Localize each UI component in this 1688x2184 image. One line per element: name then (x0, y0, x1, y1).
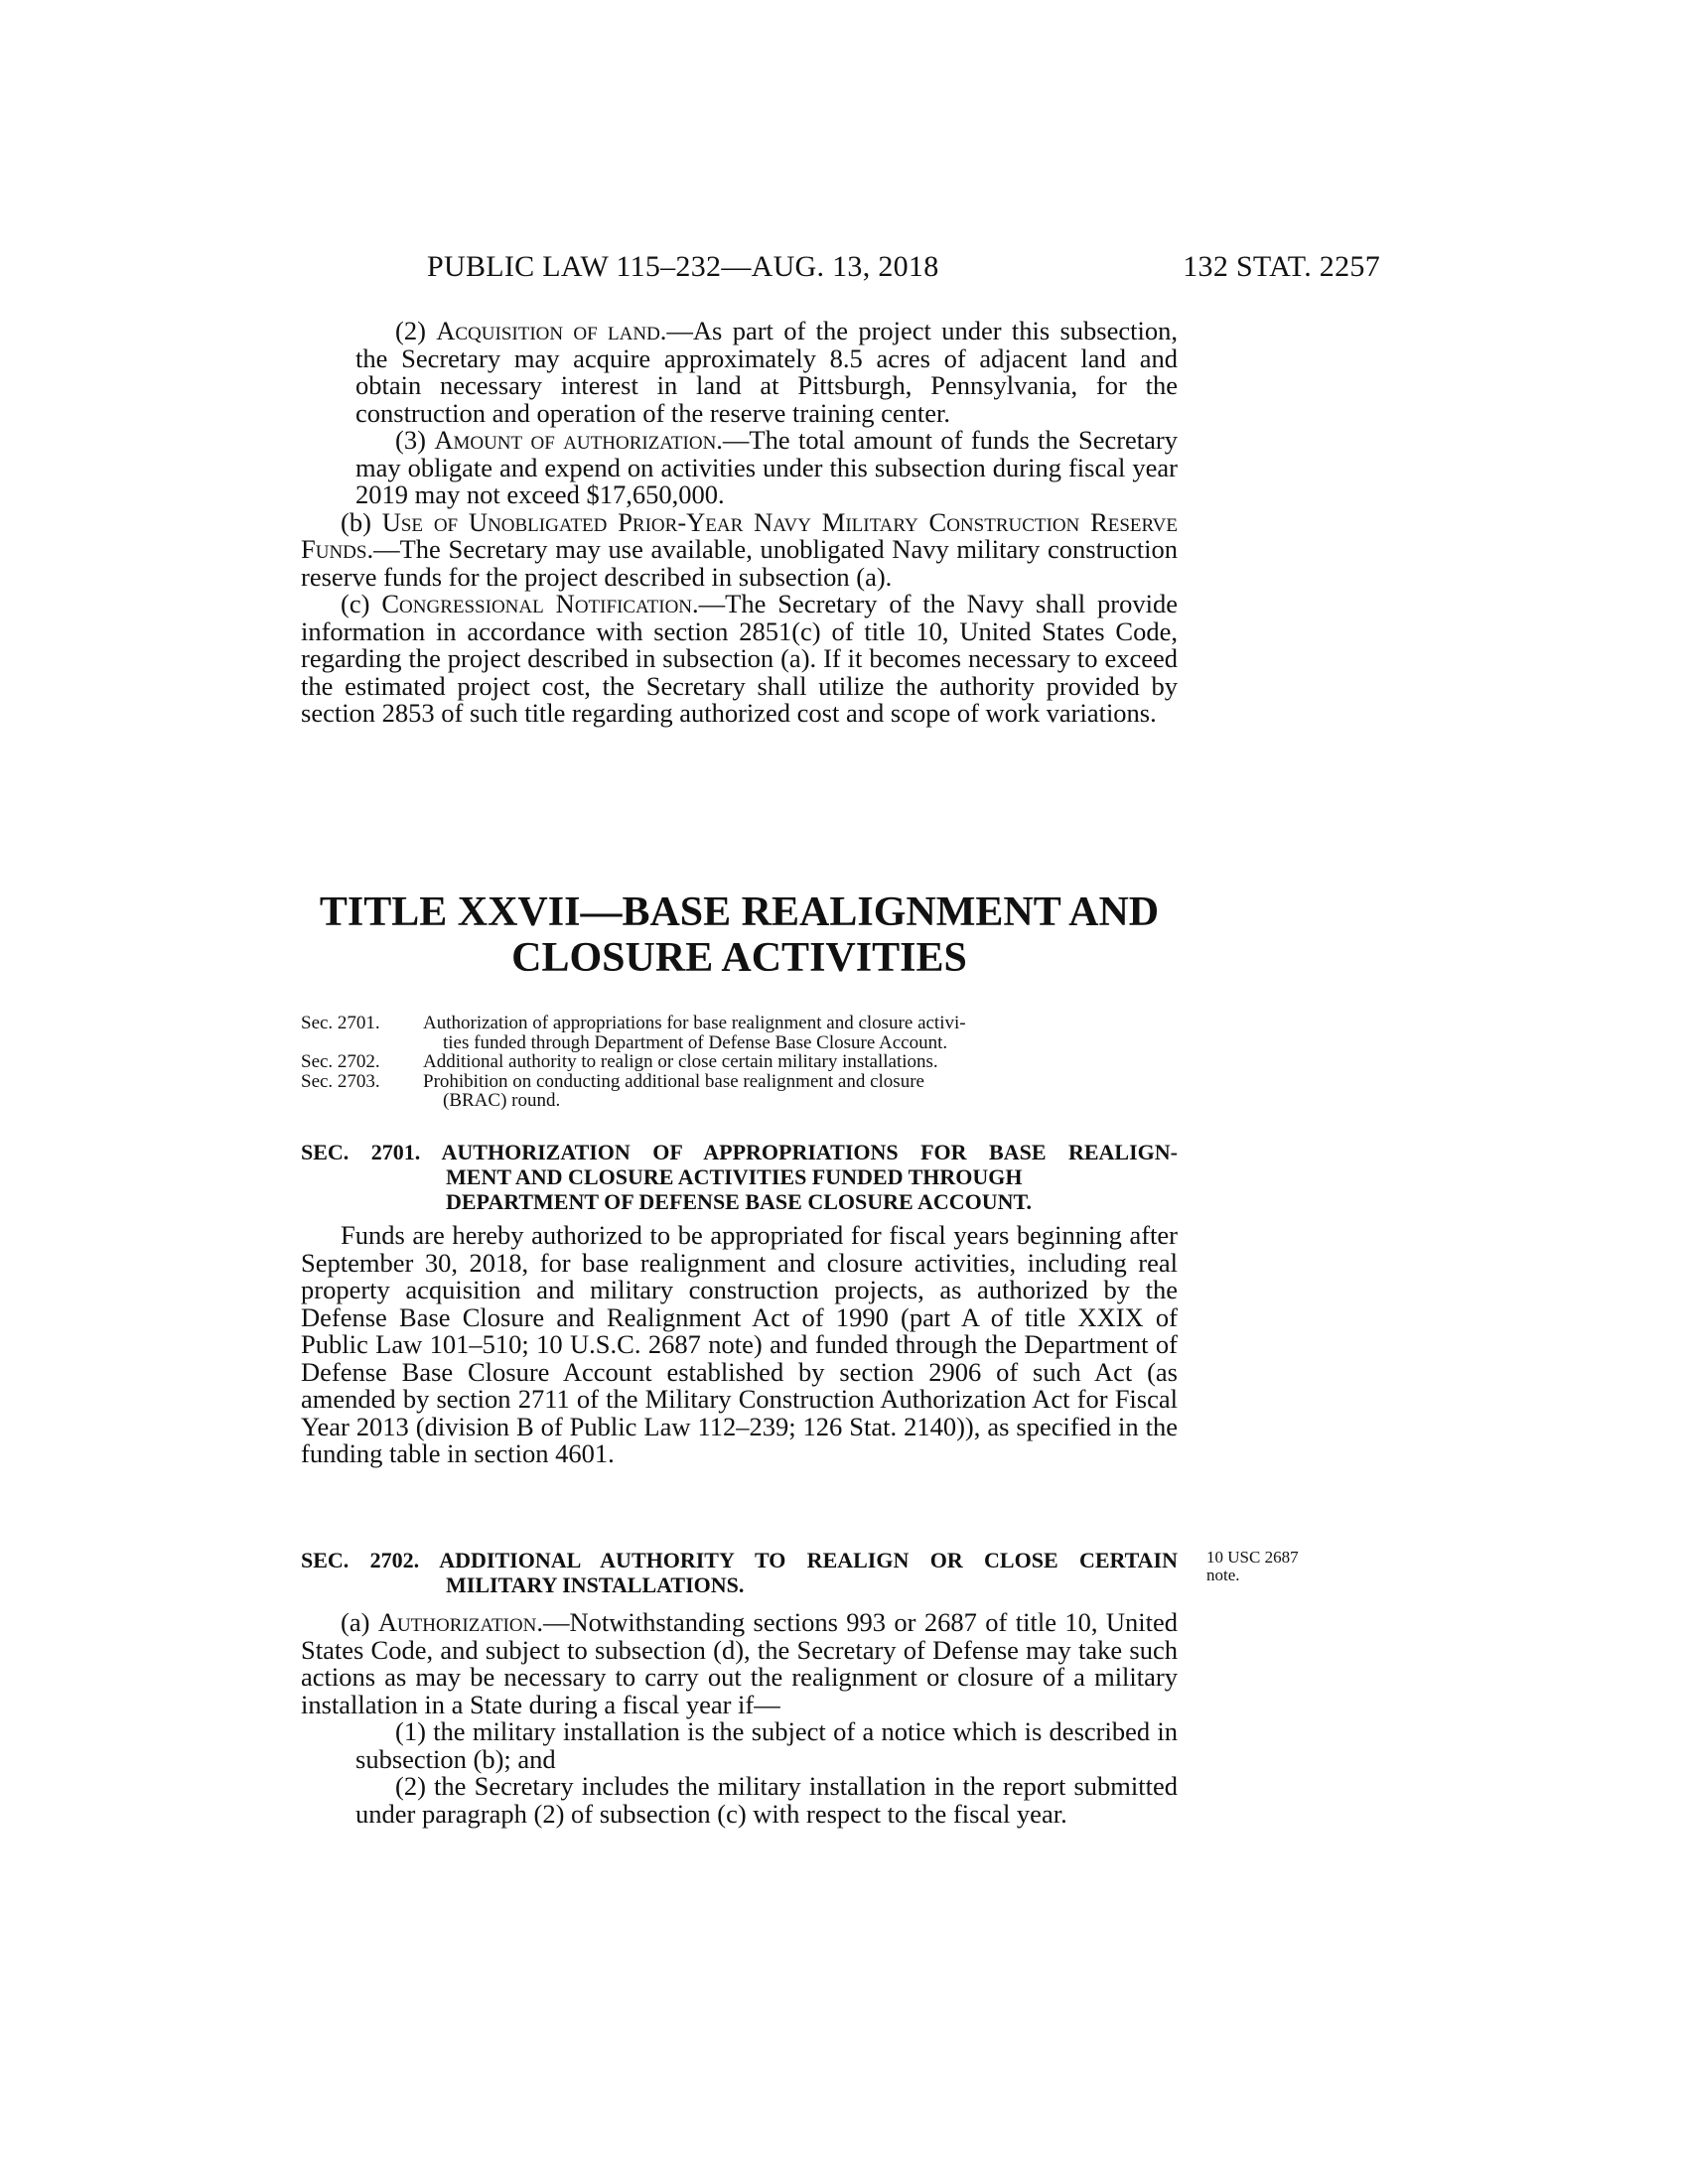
section-2701-body: Funds are hereby authorized to be appropriated for fiscal years beginning after September 30, 2018, for base realignment and closure activities, including real property acquisition and military construction projects, as authorized by the Defense Base Closure and Realignment Act of 1990 (part A of title XXIX of Public Law 101–510; 10 U.S.C. 2687 note) and funded through the Department of Defense Base Closure Account established by section 2906 of such Act (as amended by section 2711 of the Military Construction Authorization Act for Fiscal Year 2013 (division B of Public Law 112–239; 126 Stat. 2140)), as specified in the funding table in section 4601. (301, 1220, 1178, 1468)
paragraph-1: (1) the military installation is the subject of a notice which is described in subsection (b); and (355, 1716, 1178, 1774)
paragraph-heading: Amount of authorization. (434, 425, 723, 455)
subsection-b-unobligated-funds: (b) Use of Unobligated Prior-Year Navy Military Construction Reserve Funds.—The Secretary may use available, unobligated Navy military construction reserve funds for the project described in subsection (a). (301, 506, 1179, 592)
subsection-heading: Use of Unobligated Prior-Year Navy Military Construction Reserve Funds. (301, 506, 1179, 564)
section-2702 (301, 1548, 1178, 1828)
paragraph-amount-of-authorization: (3) Amount of authorization.—The total amount of funds the Secretary may obligate and expend on activities under this subsection during fiscal year 2019 may not exceed $17,650,000. (355, 425, 1178, 509)
toc-section-title-continued: (BRAC) round. (443, 1090, 561, 1111)
section-heading-2702: SEC. 2702. ADDITIONAL AUTHORITY TO REALIGN OR CLOSE CERTAIN MILITARY INSTALLATIONS. (301, 1548, 1178, 1597)
paragraph-acquisition-of-land: (2) Acquisition of land.—As part of the project under this subsection, the Secretary may acquire approximately 8.5 acres of adjacent land and obtain necessary interest in land at Pittsburgh, Pennsylvania, for the construction and operation of the reserve training center. (355, 316, 1178, 428)
table-of-contents (301, 1014, 1178, 1111)
toc-section-number: Sec. 2702. (301, 1051, 380, 1072)
subsection-c-congressional-notification: (c) Congressional Notification.—The Secretary of the Navy shall provide information in accordance with section 2851(c) of title 10, United States Code, regarding the project described in subsection (a). If it becomes necessary to exceed the estimated project cost, the Secretary shall utilize the authority provided by section 2853 of such title regarding authorized cost and scope of work variations. (301, 589, 1178, 728)
toc-section-title: Additional authority to realign or close certain military installations. (423, 1051, 938, 1072)
toc-entry (301, 1052, 1178, 1072)
toc-section-number: Sec. 2701. (301, 1013, 380, 1033)
subsection-a-authorization: (a) Authorization.—Notwithstanding sections 993 or 2687 of title 10, United States Code, and subject to subsection (d), the Secretary of Defense may take such actions as may be necessary to carry out the realignment or closure of a military installation in a State during a fiscal year if— (301, 1607, 1178, 1719)
section-heading-2701: SEC. 2701. AUTHORIZATION OF APPROPRIATIONS FOR BASE REALIGN- MENT AND CLOSURE ACTIVITIES FUNDED THROUGH DEPARTMENT OF DEFENSE BASE CLOSURE ACCOUNT. (301, 1140, 1178, 1214)
toc-section-title-continued: ties funded through Department of Defense Base Closure Account. (443, 1031, 948, 1053)
title-line-1: TITLE XXVII—BASE REALIGNMENT AND (319, 889, 1160, 935)
paragraph-heading: Acquisition of land. (436, 316, 667, 345)
title-heading (301, 889, 1178, 981)
toc-entry (301, 1014, 1178, 1052)
toc-section-title: Authorization of appropriations for base realignment and closure activi- (423, 1013, 966, 1033)
toc-section-number: Sec. 2703. (301, 1070, 380, 1092)
subsection-heading: Congressional Notification. (381, 589, 699, 618)
stat-reference: 132 STAT. 2257 (1183, 250, 1380, 283)
paragraph-2: (2) the Secretary includes the military installation in the report submitted under paragraph (2) of subsection (c) with respect to the fiscal year. (355, 1771, 1178, 1829)
margin-note-usc-citation: 10 USC 2687 note. (1206, 1548, 1299, 1584)
continued-section-text (301, 318, 1178, 728)
toc-entry (301, 1072, 1178, 1111)
subsection-heading: Authorization. (377, 1607, 543, 1637)
running-title: PUBLIC LAW 115–232—AUG. 13, 2018 (427, 250, 939, 283)
section-2701 (301, 1140, 1178, 1468)
toc-section-title: Prohibition on conducting additional base realignment and closure (423, 1070, 924, 1092)
title-line-2: CLOSURE ACTIVITIES (511, 935, 967, 981)
running-header (427, 250, 1380, 290)
